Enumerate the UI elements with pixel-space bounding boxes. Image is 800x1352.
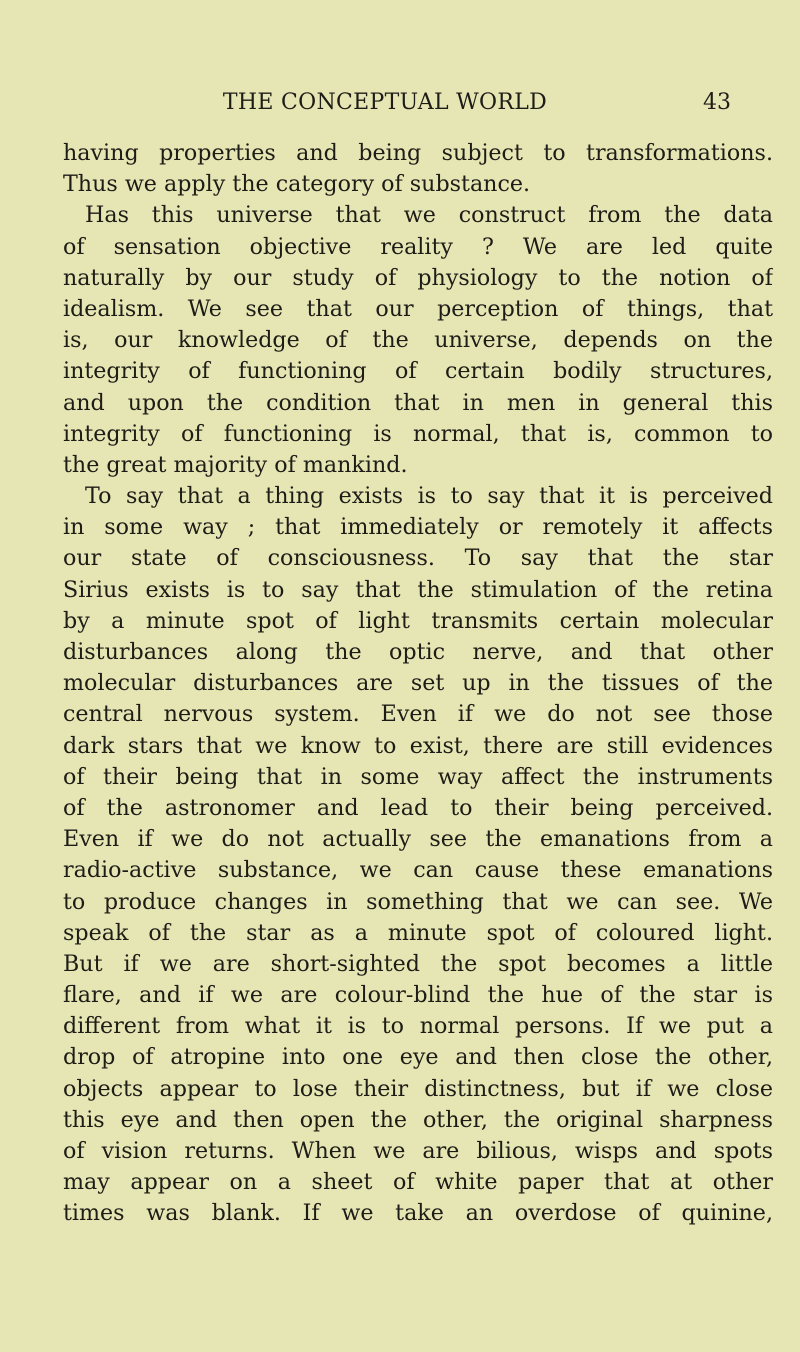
text-line: Has this universe that we construct from the data [85,202,773,229]
text-line: and upon the condition that in men in general this [63,389,773,416]
text-line: radio-active substance, we can cause these emanations [63,857,773,884]
text-line: by a minute spot of light transmits certain molecular [63,607,773,634]
text-line: is, our knowledge of the universe, depends on the [63,327,773,354]
text-line: objects appear to lose their distinctness, but if we close [63,1075,773,1102]
text-line: of vision returns. When we are bilious, wisps and spots [63,1138,773,1164]
text-line: Sirius exists is to say that the stimulation of the retina [63,576,773,603]
text-line: But if we are short-sighted the spot becomes a little [63,950,773,977]
text-line: idealism. We see that our perception of things, that [63,295,773,322]
text-line: integrity of functioning is normal, that is, common to [63,420,773,447]
page-number: 43 [703,90,731,115]
text-line: having properties and being subject to transformations. [63,140,773,166]
text-line: Even if we do not actually see the emanations from a [63,826,773,853]
text-line: speak of the star as a minute spot of coloured light. [63,919,773,946]
body-text [63,138,773,1230]
text-line: molecular disturbances are set up in the tissues of the [63,670,773,697]
text-line: in some way ; that immediately or remotely it affects [63,514,773,541]
text-line: the great majority of mankind. [63,451,408,478]
text-line: our state of consciousness. To say that the star [63,545,773,572]
text-line: disturbances along the optic nerve, and that other [63,639,773,665]
text-line: of the astronomer and lead to their being perceived. [63,794,773,821]
running-title: THE CONCEPTUAL WORLD [222,90,548,115]
text-line: may appear on a sheet of white paper that at other [63,1169,773,1196]
text-line: this eye and then open the other, the original sharpness [63,1106,773,1133]
text-line: times was blank. If we take an overdose of quinine, [63,1200,773,1227]
text-line: flare, and if we are colour-blind the hue of the star is [63,982,773,1009]
text-line: naturally by our study of physiology to the notion of [63,264,773,291]
text-line: of sensation objective reality ? We are led quite [63,233,773,260]
text-line: integrity of functioning of certain bodily structures, [63,358,773,385]
text-line: to produce changes in something that we can see. We [63,888,773,915]
text-line: To say that a thing exists is to say that it is perceived [85,483,773,510]
text-line: Thus we apply the category of substance. [63,171,531,198]
text-line: drop of atropine into one eye and then close the other, [63,1044,773,1071]
text-line: different from what it is to normal persons. If we put a [63,1013,773,1040]
text-line: of their being that in some way affect the instruments [63,763,773,790]
text-line: central nervous system. Even if we do not see those [63,701,773,728]
text-line: dark stars that we know to exist, there are still evidences [63,732,773,759]
